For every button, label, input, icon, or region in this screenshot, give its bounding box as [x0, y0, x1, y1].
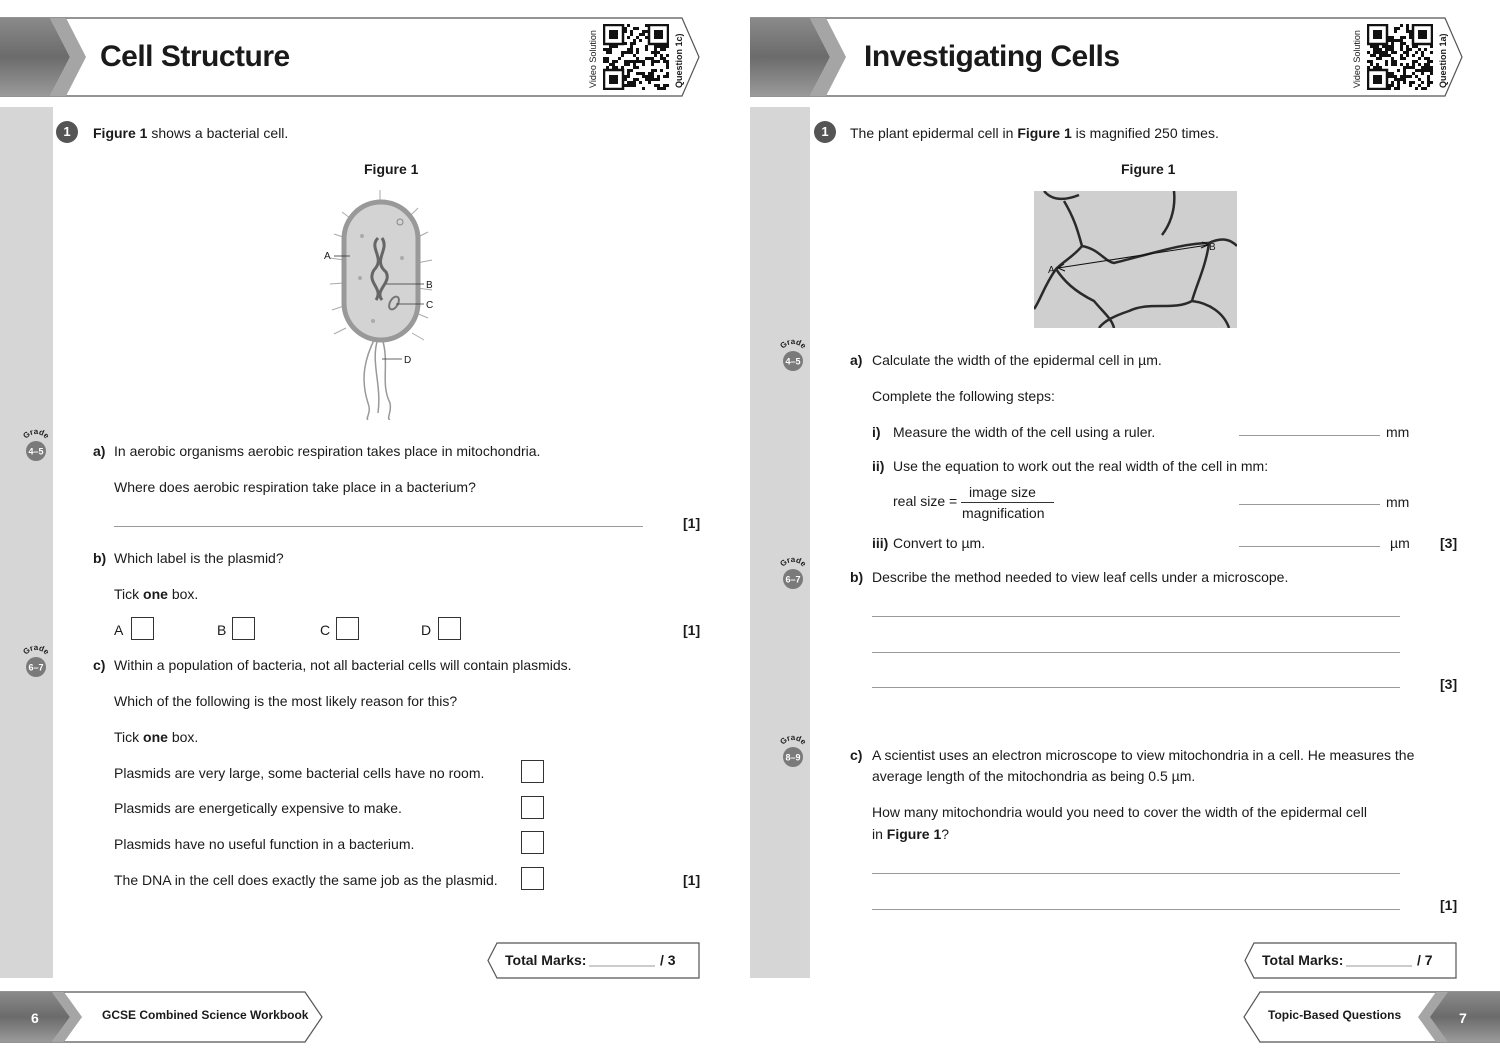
- option-text: Plasmids are energetically expensive to make.: [114, 800, 402, 816]
- qr-question-label: Question 1a): [1438, 33, 1448, 88]
- footer-title: GCSE Combined Science Workbook: [102, 1008, 309, 1022]
- checkbox-b[interactable]: [232, 617, 255, 640]
- page-number: 7: [1459, 1010, 1467, 1026]
- grade-word: Grade: [21, 429, 51, 441]
- equation-denominator: magnification: [962, 505, 1045, 521]
- answer-line[interactable]: [872, 616, 1400, 617]
- step-ii-label: ii): [872, 458, 885, 474]
- fraction-bar: [961, 502, 1054, 503]
- marks: [1]: [683, 515, 701, 531]
- marks: [1]: [683, 622, 701, 638]
- part-a-question: Where does aerobic respiration take place in a bacterium?: [114, 479, 476, 495]
- answer-line[interactable]: [872, 873, 1400, 874]
- grade-badge: [777, 339, 809, 378]
- part-c-label: c): [850, 747, 863, 763]
- grade-value: 4–5: [28, 446, 44, 457]
- grade-badge: [20, 645, 52, 684]
- part-b-text: Describe the method needed to view leaf cells under a microscope.: [872, 569, 1289, 585]
- tick-bold: one: [143, 729, 168, 745]
- figure-caption: Figure 1: [364, 161, 419, 177]
- checkbox-d[interactable]: [438, 617, 461, 640]
- figure-caption: Figure 1: [1121, 161, 1176, 177]
- tick-instruction: [114, 586, 198, 602]
- total-marks-box: [1244, 942, 1458, 977]
- left-margin-bar: [0, 107, 53, 978]
- option-label-d: D: [421, 622, 432, 638]
- tick-post: box.: [171, 729, 199, 745]
- grade-value: 6–7: [785, 574, 801, 585]
- tick-instruction: [114, 729, 198, 745]
- part-a-text: Calculate the width of the epidermal cell in µm.: [872, 352, 1162, 368]
- figure-ref: Figure 1: [886, 826, 942, 842]
- unit: µm: [1390, 535, 1410, 551]
- option-text: The DNA in the cell does exactly the same job as the plasmid.: [114, 872, 498, 888]
- grade-word: Grade: [778, 735, 808, 747]
- answer-line[interactable]: [1239, 435, 1380, 436]
- part-a-label: a): [93, 443, 106, 459]
- qr-question-label: Question 1c): [674, 33, 684, 88]
- part-c-label: c): [93, 657, 106, 673]
- part-c-question: Which of the following is the most likely reason for this?: [114, 693, 458, 709]
- intro-post: is magnified 250 times.: [1075, 125, 1219, 141]
- checkbox-option-3[interactable]: [521, 831, 544, 854]
- label-a: A: [324, 251, 331, 262]
- part-a-text: In aerobic organisms aerobic respiration takes place in mitochondria.: [114, 443, 541, 459]
- question-post: ?: [941, 826, 950, 842]
- steps-intro: Complete the following steps:: [872, 388, 1055, 404]
- qr-pattern: [1367, 24, 1433, 90]
- marks: [1]: [1440, 897, 1458, 913]
- label-b: B: [1209, 242, 1216, 253]
- question-intro: [93, 125, 288, 141]
- checkbox-c[interactable]: [336, 617, 359, 640]
- total-marks-value: / 7: [1417, 952, 1433, 968]
- qr-code[interactable]: [603, 24, 669, 90]
- svg-text:Grade: [21, 645, 51, 657]
- total-marks-value: / 3: [660, 952, 676, 968]
- checkbox-a[interactable]: [131, 617, 154, 640]
- grade-word: Grade: [21, 645, 51, 657]
- label-c: C: [426, 300, 434, 311]
- option-label-a: A: [114, 622, 124, 638]
- checkbox-option-2[interactable]: [521, 796, 544, 819]
- equation-lhs: real size =: [893, 493, 958, 509]
- unit: mm: [1386, 494, 1410, 510]
- part-b-text: Which label is the plasmid?: [114, 550, 284, 566]
- video-solution-label: Video Solution: [1352, 30, 1362, 88]
- part-c-text: average length of the mitochondria as being 0.5 µm.: [872, 768, 1196, 784]
- question-number: 1: [814, 121, 836, 143]
- answer-line[interactable]: [872, 909, 1400, 910]
- total-marks-label: Total Marks:: [505, 952, 587, 968]
- figure-ref: Figure 1: [93, 125, 148, 141]
- part-c-question: How many mitochondria would you need to cover the width of the epidermal cell: [872, 804, 1367, 820]
- svg-text:Grade: [778, 339, 808, 351]
- step-iii-label: iii): [872, 535, 889, 551]
- unit: mm: [1386, 424, 1410, 440]
- epidermal-cell-micrograph: [1034, 191, 1237, 328]
- question-pre: in: [872, 826, 883, 842]
- answer-line[interactable]: [872, 687, 1400, 688]
- step-i-label: i): [872, 424, 881, 440]
- grade-word: Grade: [778, 339, 808, 351]
- grade-word: Grade: [778, 557, 808, 569]
- grade-badge: [20, 429, 52, 468]
- answer-line[interactable]: [114, 526, 643, 527]
- checkbox-option-4[interactable]: [521, 867, 544, 890]
- answer-line[interactable]: [1239, 546, 1380, 547]
- part-b-label: b): [850, 569, 864, 585]
- step-i-text: Measure the width of the cell using a ruler.: [893, 424, 1156, 440]
- svg-text:Grade: [778, 735, 808, 747]
- svg-text:Grade: [778, 557, 808, 569]
- tick-post: box.: [171, 586, 199, 602]
- right-margin-bar: [750, 107, 810, 978]
- equation-numerator: image size: [969, 484, 1036, 500]
- grade-value: 4–5: [785, 356, 801, 367]
- label-a: A: [1048, 265, 1055, 276]
- marks: [3]: [1440, 676, 1458, 692]
- grade-badge: [777, 735, 809, 774]
- figure-ref: Figure 1: [1017, 125, 1072, 141]
- step-ii-text: Use the equation to work out the real width of the cell in mm:: [893, 458, 1269, 474]
- answer-line[interactable]: [872, 652, 1400, 653]
- tick-bold: one: [143, 586, 168, 602]
- label-b: B: [426, 280, 433, 291]
- page-title: Investigating Cells: [864, 40, 1120, 73]
- question-intro: [850, 125, 1219, 141]
- intro-text: shows a bacterial cell.: [151, 125, 289, 141]
- step-iii-text: Convert to µm.: [893, 535, 986, 551]
- tick-pre: Tick: [114, 729, 140, 745]
- option-text: Plasmids are very large, some bacterial cells have no room.: [114, 765, 485, 781]
- grade-value: 6–7: [28, 662, 44, 673]
- option-label-c: C: [320, 622, 331, 638]
- question-number: 1: [56, 121, 78, 143]
- part-c-question: [872, 826, 949, 842]
- qr-pattern: [603, 24, 669, 90]
- page-title: Cell Structure: [100, 40, 290, 73]
- video-solution-label: Video Solution: [588, 30, 598, 88]
- page-number: 6: [31, 1010, 39, 1026]
- part-c-text: Within a population of bacteria, not all bacterial cells will contain plasmids.: [114, 657, 572, 673]
- footer-title: Topic-Based Questions: [1268, 1008, 1402, 1022]
- label-d: D: [404, 355, 412, 366]
- intro-pre: The plant epidermal cell in: [850, 125, 1014, 141]
- part-b-label: b): [93, 550, 107, 566]
- marks: [3]: [1440, 535, 1458, 551]
- grade-badge: [777, 557, 809, 596]
- total-marks-label: Total Marks:: [1262, 952, 1344, 968]
- total-marks-box: [487, 942, 701, 977]
- tick-pre: Tick: [114, 586, 140, 602]
- qr-code[interactable]: [1367, 24, 1433, 90]
- option-label-b: B: [217, 622, 227, 638]
- grade-value: 8–9: [785, 752, 801, 763]
- part-a-label: a): [850, 352, 863, 368]
- part-c-text: A scientist uses an electron microscope to view mitochondria in a cell. He measures the: [872, 747, 1415, 763]
- answer-line[interactable]: [1239, 504, 1380, 505]
- marks: [1]: [683, 872, 701, 888]
- option-text: Plasmids have no useful function in a bacterium.: [114, 836, 415, 852]
- svg-text:Grade: [21, 429, 51, 441]
- checkbox-option-1[interactable]: [521, 760, 544, 783]
